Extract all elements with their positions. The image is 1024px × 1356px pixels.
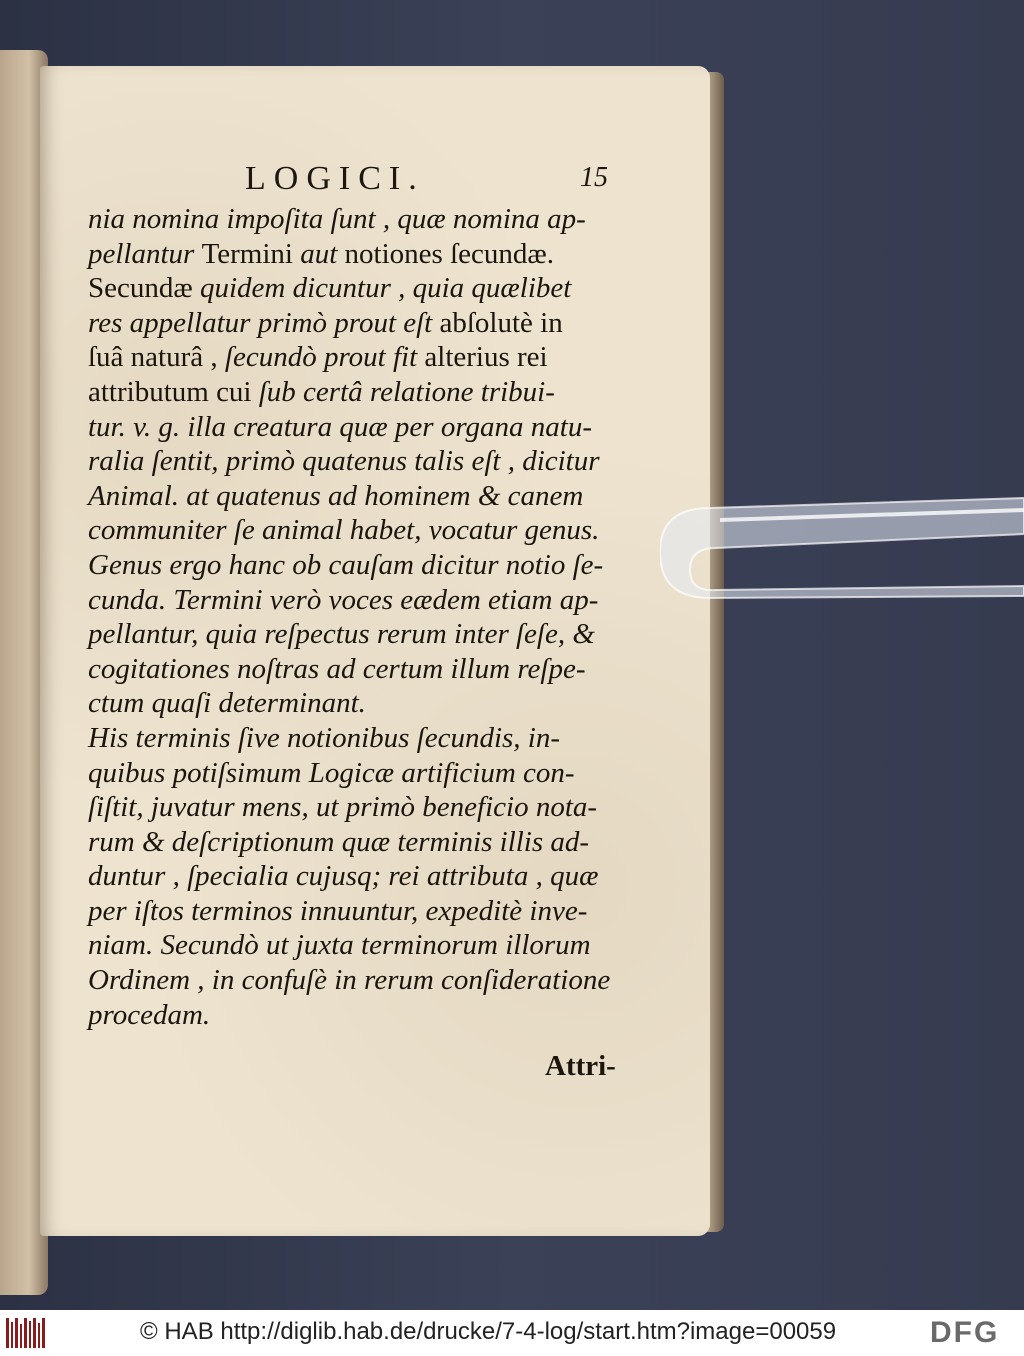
text-line bbox=[88, 825, 648, 860]
dfg-logo: DFG bbox=[930, 1316, 1000, 1349]
text-line bbox=[88, 410, 648, 445]
footer-link[interactable]: © HAB http://diglib.hab.de/drucke/7-4-log/start.htm?image=00059 bbox=[140, 1318, 837, 1345]
footer-bar bbox=[0, 1310, 1024, 1356]
text-segment: quidem dicuntur , quia quælibet bbox=[199, 272, 572, 305]
text-segment: nia nomina impoſita ſunt , quæ nomina ap- bbox=[88, 203, 586, 235]
page-number: 15 bbox=[580, 162, 608, 193]
text-segment: Termini bbox=[201, 237, 301, 270]
text-segment: Secundæ bbox=[88, 272, 200, 305]
bookmark-strip-icon bbox=[660, 490, 1024, 600]
running-head bbox=[0, 160, 1024, 200]
text-segment: per iſtos terminos innuuntur, expeditè inve- bbox=[88, 894, 588, 927]
text-line bbox=[88, 756, 648, 791]
text-line bbox=[88, 894, 648, 929]
text-segment: ſuâ naturâ , bbox=[88, 341, 225, 374]
text-segment: aut bbox=[300, 237, 345, 270]
text-segment: alterius rei bbox=[424, 341, 548, 374]
text-line bbox=[88, 686, 648, 721]
catchword: Attri- bbox=[545, 1050, 616, 1082]
text-segment: cunda. Termini verò voces eædem etiam ap- bbox=[88, 583, 599, 616]
text-segment: abſolutè in bbox=[439, 306, 563, 339]
text-segment: res appellatur primò prout eſt bbox=[88, 306, 440, 339]
text-line bbox=[88, 306, 648, 341]
text-segment: Genus ergo hanc ob cauſam dicitur notio ſe- bbox=[88, 548, 604, 581]
text-line bbox=[88, 479, 648, 514]
text-segment: ſecundò prout fit bbox=[224, 341, 425, 374]
text-segment: ſub certâ relatione tribui- bbox=[258, 375, 555, 408]
text-line bbox=[88, 583, 648, 618]
text-segment: Animal. at quatenus ad hominem & canem bbox=[88, 479, 584, 512]
text-segment: His terminis ſive notionibus ſecundis, in- bbox=[88, 721, 561, 754]
text-segment: ctum quaſi determinant. bbox=[88, 687, 366, 720]
text-segment: pellantur bbox=[88, 237, 202, 270]
text-segment: tur. v. g. illa creatura quæ per organa natu- bbox=[88, 410, 592, 443]
text-segment: ralia ſentit, primò quatenus talis eſt , dicitur bbox=[88, 445, 600, 478]
text-segment: ſiſtit, juvatur mens, ut primò beneficio nota- bbox=[88, 791, 598, 824]
text-segment: cogitationes noſtras ad certum illum reſpe- bbox=[88, 652, 586, 685]
text-line bbox=[88, 237, 648, 272]
text-line bbox=[88, 963, 648, 998]
text-line bbox=[88, 998, 648, 1033]
text-line bbox=[88, 721, 648, 756]
text-segment: procedam. bbox=[88, 998, 211, 1031]
text-line bbox=[88, 928, 648, 963]
text-segment: quibus potiſsimum Logicæ artificium con- bbox=[88, 756, 575, 789]
text-segment: communiter ſe animal habet, vocatur genus. bbox=[88, 514, 600, 547]
text-line bbox=[88, 271, 648, 306]
text-segment: duntur , ſpecialia cujusq; rei attributa , quæ bbox=[88, 860, 599, 893]
text-segment: rum & deſcriptionum quæ terminis illis ad- bbox=[88, 825, 590, 858]
text-segment: attributum cui bbox=[88, 375, 259, 408]
text-segment: Ordinem , in confuſè in rerum conſideratione bbox=[88, 964, 611, 997]
text-segment: niam. Secundò ut juxta terminorum illorum bbox=[88, 929, 591, 962]
text-line bbox=[88, 790, 648, 825]
text-line bbox=[88, 859, 648, 894]
text-segment: notiones ſecundæ. bbox=[344, 237, 554, 270]
text-line bbox=[88, 202, 648, 237]
hab-barcode-icon bbox=[6, 1318, 46, 1348]
text-line bbox=[88, 340, 648, 375]
text-line bbox=[88, 617, 648, 652]
text-line bbox=[88, 513, 648, 548]
body-text bbox=[88, 202, 648, 1032]
text-line bbox=[88, 444, 648, 479]
text-line bbox=[88, 652, 648, 687]
text-line bbox=[88, 375, 648, 410]
text-segment: pellantur, quia reſpectus rerum inter ſeſe, & bbox=[88, 618, 595, 651]
text-line bbox=[88, 548, 648, 583]
running-title: LOGICI. bbox=[245, 160, 425, 197]
